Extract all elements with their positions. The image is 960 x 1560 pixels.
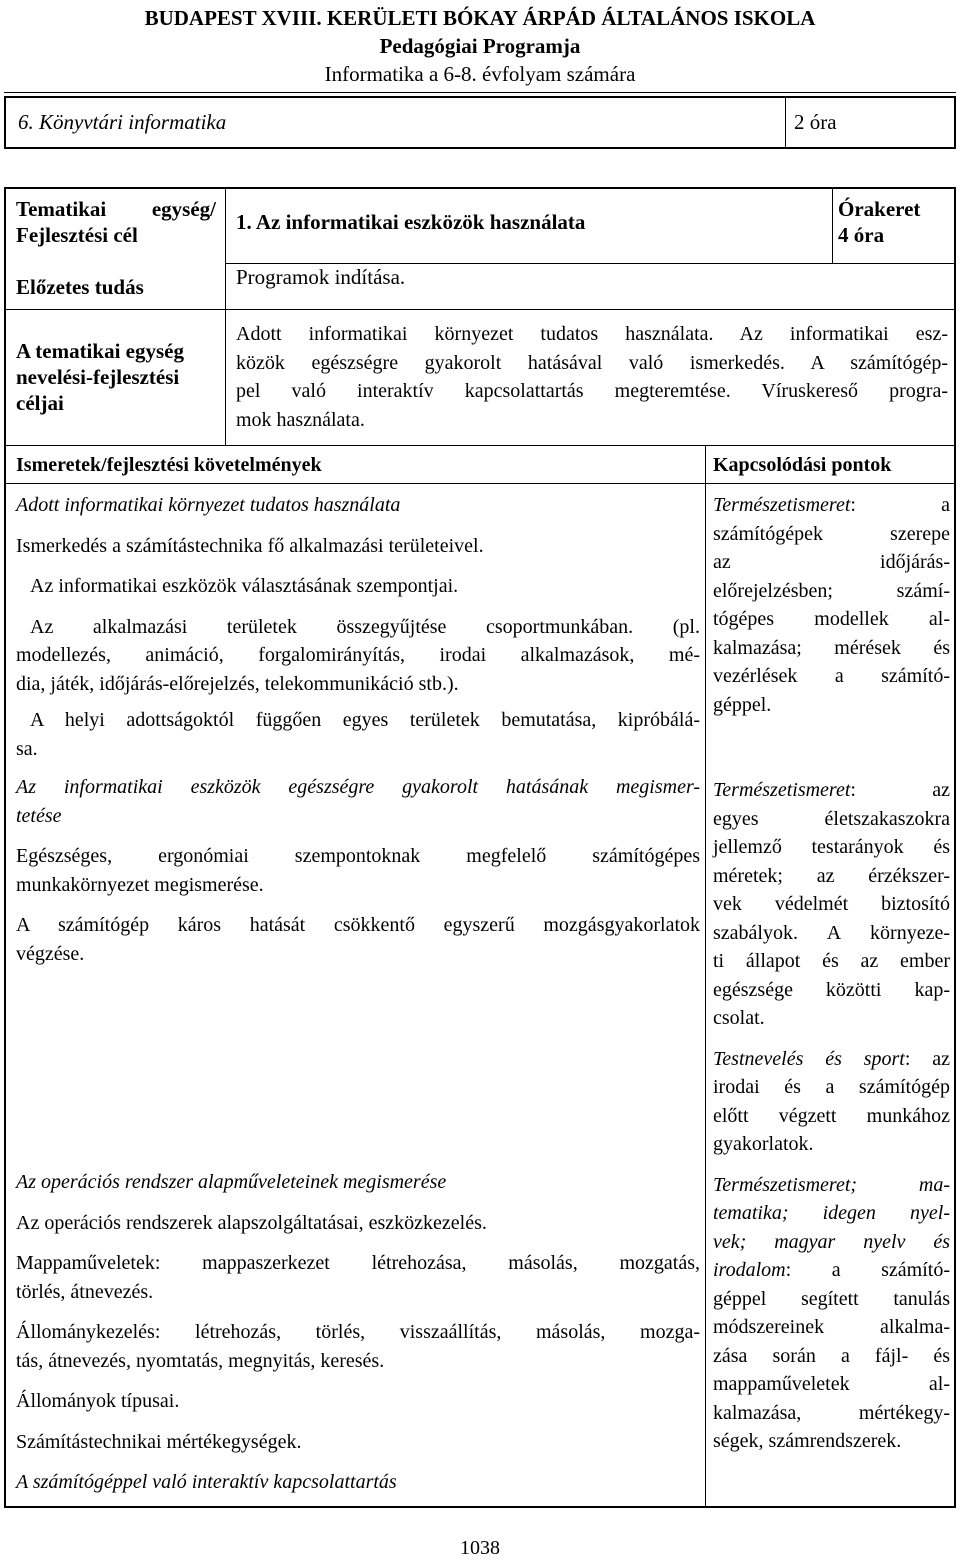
paragraph: Állományok típusai. [16, 1390, 180, 1412]
section-title: A számítógéppel való interaktív kapcsolattartás [16, 1471, 397, 1493]
header-rule [4, 92, 956, 93]
subject-title: Informatika a 6-8. évfolyam számára [324, 62, 636, 86]
label-hours: Órakeret [838, 197, 921, 221]
paragraph: Egészséges, ergonómiai szempontoknak megfelelő számítógépes munkakörnyezet megismerése. [16, 845, 700, 896]
paragraph: A számítógép káros hatását csökkentő egyszerű mozgásgyakorlatok végzése. [16, 914, 700, 965]
school-name: BUDAPEST XVIII. KERÜLETI BÓKAY ÁRPÁD ÁLTALÁNOS ISKOLA [144, 6, 816, 30]
col-divider-label [225, 189, 226, 445]
section-title: Az informatikai eszközök egészségre gyakorolt hatásának megismer- tetése [16, 776, 700, 827]
program-title: Pedagógiai Programja [379, 34, 581, 58]
hours-value: 4 óra [838, 223, 885, 247]
connection-block: Természetismeret: a számítógépek szerepe az időjárás- előrejelzésben; számí- tógépes modellek al- kalmazása; mérések és vezérlések a számító- géppel. [713, 494, 950, 716]
prior-value: Programok indítása. [236, 265, 406, 289]
row-divider-prior [6, 309, 954, 310]
label-requirements: Ismeretek/fejlesztési követelmények [16, 454, 322, 476]
row-divider-heading [6, 483, 954, 484]
paragraph: Az alkalmazási területek összegyűjtése csoportmunkában. (pl. modellezés, animáció, forgalomirányítás, irodai alkalmazások, mé- dia, játék, időjárás-előrejelzés, telekommunikáció stb.). [16, 615, 700, 695]
col-divider-connections [705, 445, 706, 1506]
unit-table [4, 187, 956, 1508]
paragraph: Állománykezelés: létrehozás, törlés, visszaállítás, másolás, mozga- tás, átnevezés, nyomtatás, megnyitás, keresés. [16, 1321, 700, 1372]
paragraph: Számítástechnikai mértékegységek. [16, 1430, 302, 1453]
paragraph: Az operációs rendszerek alapszolgáltatásai, eszközkezelés. [16, 1211, 487, 1234]
row-divider-goals [6, 445, 954, 446]
goals-text: Adott informatikai környezet tudatos használata. Az informatikai esz- közök egészségre gyakorolt hatásával való ismerkedés. A számítógép- pel való interaktív kapcsolattartás megteremtése. Víruskereső progra- mok használata. [236, 323, 948, 431]
label-prior: Előzetes tudás [16, 275, 144, 299]
connections-column-2 [713, 776, 950, 1456]
label-goals: A tematikai egység nevelési-fejlesztési céljai [16, 339, 184, 415]
connection-block: Természetismeret: az egyes életszakaszokra jellemző testarányok és méretek; az érzékszer- vek védelmét biztosító szabályok. A környeze- ti állapot és az ember egészsége közötti kap- csolat. [713, 779, 950, 1029]
col-divider-hours [832, 189, 833, 263]
topic-box [4, 96, 956, 149]
connection-block: Természetismeret; ma- tematika; idegen nyel- vek; magyar nyelv és irodalom: a számító- géppel segített tanulás módszereinek alkalma- zása során a fájl- és mappaműveletek al- kalmazása, mértékegy- ségek, számrendszerek. [713, 1173, 950, 1452]
paragraph: Mappaműveletek: mappaszerkezet létrehozása, másolás, mozgatás, törlés, átnevezés. [16, 1252, 700, 1303]
section-title: Adott informatikai környezet tudatos használata [16, 494, 401, 516]
label-connections: Kapcsolódási pontok [713, 454, 892, 476]
label-theme: Tematikai egység/ Fejlesztési cél [16, 197, 216, 247]
topic-title: 6. Könyvtári informatika [18, 110, 227, 134]
paragraph: A helyi adottságoktól függően egyes területek bemutatása, kipróbálá- sa. [16, 709, 700, 760]
requirements-column [16, 491, 700, 968]
topic-hours: 2 óra [794, 110, 837, 134]
section-title: Az operációs rendszer alapműveleteinek megismerése [16, 1171, 447, 1193]
connection-block: Testnevelés és sport: az irodai és a számítógép előtt végzett munkához gyakorlatok. [713, 1047, 951, 1155]
paragraph: Az informatikai eszközök választásának szempontjai. [30, 575, 459, 597]
paragraph: Ismerkedés a számítástechnika fő alkalmazási területeivel. [16, 534, 484, 557]
page-number: 1038 [460, 1537, 500, 1559]
requirements-column-2 [16, 1168, 700, 1497]
theme-value: 1. Az informatikai eszközök használata [236, 210, 586, 234]
connections-column [713, 491, 950, 719]
